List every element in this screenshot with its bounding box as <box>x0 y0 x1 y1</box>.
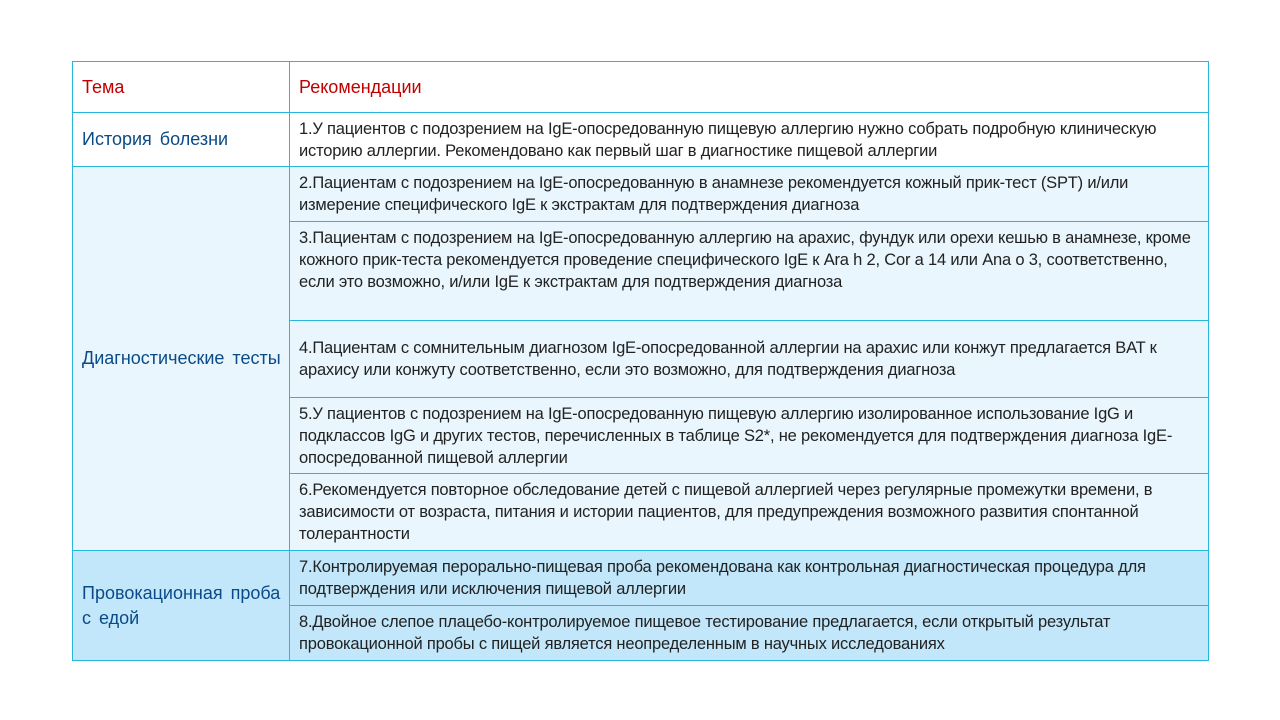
recommendation-3: 3.Пациентам с подозрением на IgE-опосредованную аллергию на арахис, фундук или орехи кешью в анамнезе, кроме кожного прик-теста рекомендуется проведение специфического IgE к Ara h 2, Cor a 14 или Ana o 3, соответственно, если это возможно, и/или IgE к экстрактам для подтверждения диагноза <box>290 222 1209 321</box>
recommendations-table <box>72 61 1209 661</box>
recommendation-2: 2.Пациентам с подозрением на IgE-опосредованную в анамнезе рекомендуется кожный прик-тест (SPT) и/или измерение специфического IgE к экстрактам для подтверждения диагноза <box>290 167 1209 222</box>
header-recommendations: Рекомендации <box>290 62 1209 113</box>
recommendation-4: 4.Пациентам с сомнительным диагнозом IgE-опосредованной аллергии на арахис или конжут предлагается BAT к арахису или конжуту соответственно, если это возможно, для подтверждения диагноза <box>290 321 1209 398</box>
table-row <box>73 167 1209 222</box>
table-row <box>73 113 1209 167</box>
recommendation-8: 8.Двойное слепое плацебо-контролируемое пищевое тестирование предлагается, если открытый результат провокационной пробы с пищей является неопределенным в научных исследованиях <box>290 606 1209 661</box>
table-row <box>73 551 1209 606</box>
recommendation-6: 6.Рекомендуется повторное обследование детей с пищевой аллергией через регулярные промежутки времени, в зависимости от возраста, питания и истории пациентов, для предупреждения возможного развития спонтанной толерантности <box>290 474 1209 551</box>
topic-diagnostic-tests: Диагностические тесты <box>73 167 290 551</box>
recommendation-1: 1.У пациентов с подозрением на IgE-опосредованную пищевую аллергию нужно собрать подробную клиническую историю аллергии. Рекомендовано как первый шаг в диагностике пищевой аллергии <box>290 113 1209 167</box>
table-header-row <box>73 62 1209 113</box>
topic-history: История болезни <box>73 113 290 167</box>
recommendation-7: 7.Контролируемая перорально-пищевая проба рекомендована как контрольная диагностическая процедура для подтверждения или исключения пищевой аллергии <box>290 551 1209 606</box>
recommendation-5: 5.У пациентов с подозрением на IgE-опосредованную пищевую аллергию изолированное использование IgG и подклассов IgG и других тестов, перечисленных в таблице S2*, не рекомендуется для подтверждения диагноза IgE-опосредованной пищевой аллергии <box>290 398 1209 474</box>
topic-food-challenge: Провокационная проба с едой <box>73 551 290 661</box>
header-topic: Тема <box>73 62 290 113</box>
